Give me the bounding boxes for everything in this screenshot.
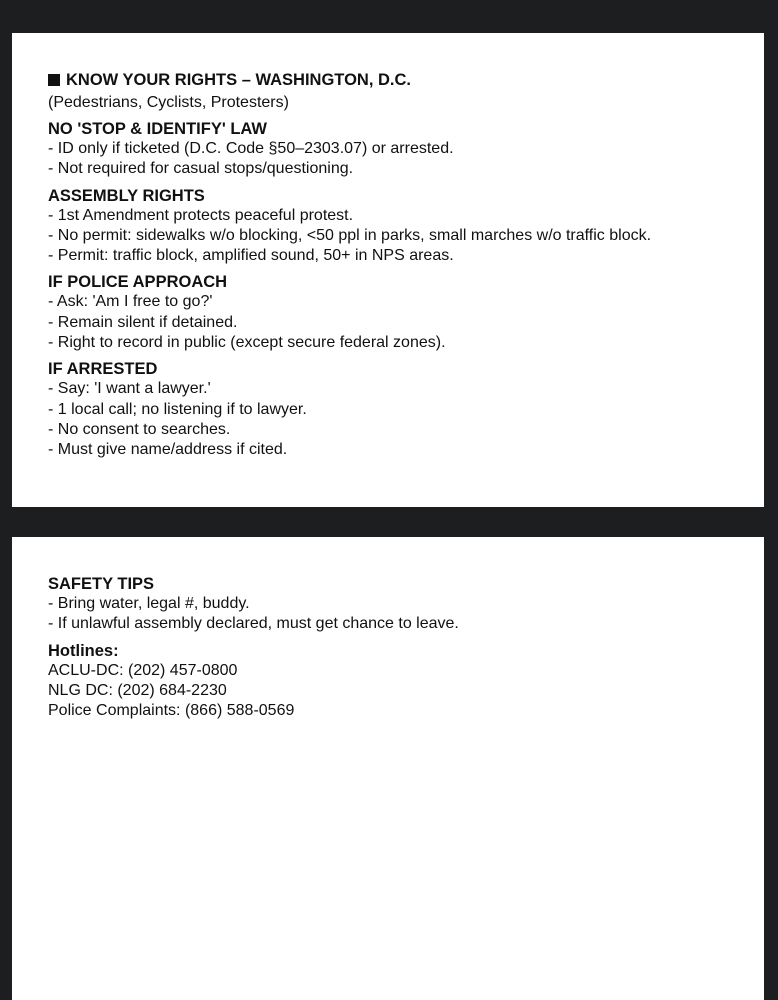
- section-line: - Ask: 'Am I free to go?': [48, 293, 213, 311]
- card-title: [48, 70, 764, 90]
- rights-card-page-1: [12, 33, 764, 507]
- section-safety-tips: [48, 574, 764, 635]
- section-line: - Remain silent if detained.: [48, 313, 238, 331]
- section-line: - No permit: sidewalks w/o blocking, <50 ppl in parks, small marches w/o traffic block.: [48, 226, 652, 244]
- section-heading: Hotlines:: [48, 641, 119, 660]
- rights-card-page-2: [12, 537, 764, 1000]
- section-heading: IF POLICE APPROACH: [48, 273, 228, 292]
- section-line: - 1st Amendment protects peaceful protest.: [48, 206, 354, 224]
- hotline-police-complaints: Police Complaints: (866) 588-0569: [48, 702, 295, 720]
- section-stop-identify: [48, 119, 764, 180]
- card-title-text: KNOW YOUR RIGHTS – WASHINGTON, D.C.: [66, 71, 411, 89]
- card-subtitle: (Pedestrians, Cyclists, Protesters): [48, 94, 289, 111]
- section-assembly-rights: [48, 186, 764, 267]
- section-if-arrested: [48, 359, 764, 460]
- section-heading: ASSEMBLY RIGHTS: [48, 186, 205, 205]
- section-hotlines: [48, 641, 764, 722]
- section-heading: IF ARRESTED: [48, 360, 158, 379]
- section-line: - Must give name/address if cited.: [48, 441, 288, 459]
- hotline-nlg: NLG DC: (202) 684-2230: [48, 681, 227, 699]
- section-police-approach: [48, 272, 764, 353]
- section-line: - Bring water, legal #, buddy.: [48, 595, 250, 612]
- section-line: - No consent to searches.: [48, 420, 231, 438]
- square-bullet-icon: [48, 74, 60, 86]
- section-line: - Right to record in public (except secure federal zones).: [48, 334, 446, 352]
- section-line: - If unlawful assembly declared, must get chance to leave.: [48, 615, 459, 633]
- section-line: - Say: 'I want a lawyer.': [48, 380, 211, 398]
- section-line: - Permit: traffic block, amplified sound, 50+ in NPS areas.: [48, 247, 454, 265]
- hotline-aclu: ACLU-DC: (202) 457-0800: [48, 661, 238, 679]
- section-heading: SAFETY TIPS: [48, 575, 155, 593]
- section-line: - Not required for casual stops/questioning.: [48, 160, 354, 178]
- section-line: - 1 local call; no listening if to lawyer.: [48, 400, 307, 418]
- section-heading: NO 'STOP & IDENTIFY' LAW: [48, 120, 268, 138]
- section-line: - ID only if ticketed (D.C. Code §50–2303.07) or arrested.: [48, 140, 454, 157]
